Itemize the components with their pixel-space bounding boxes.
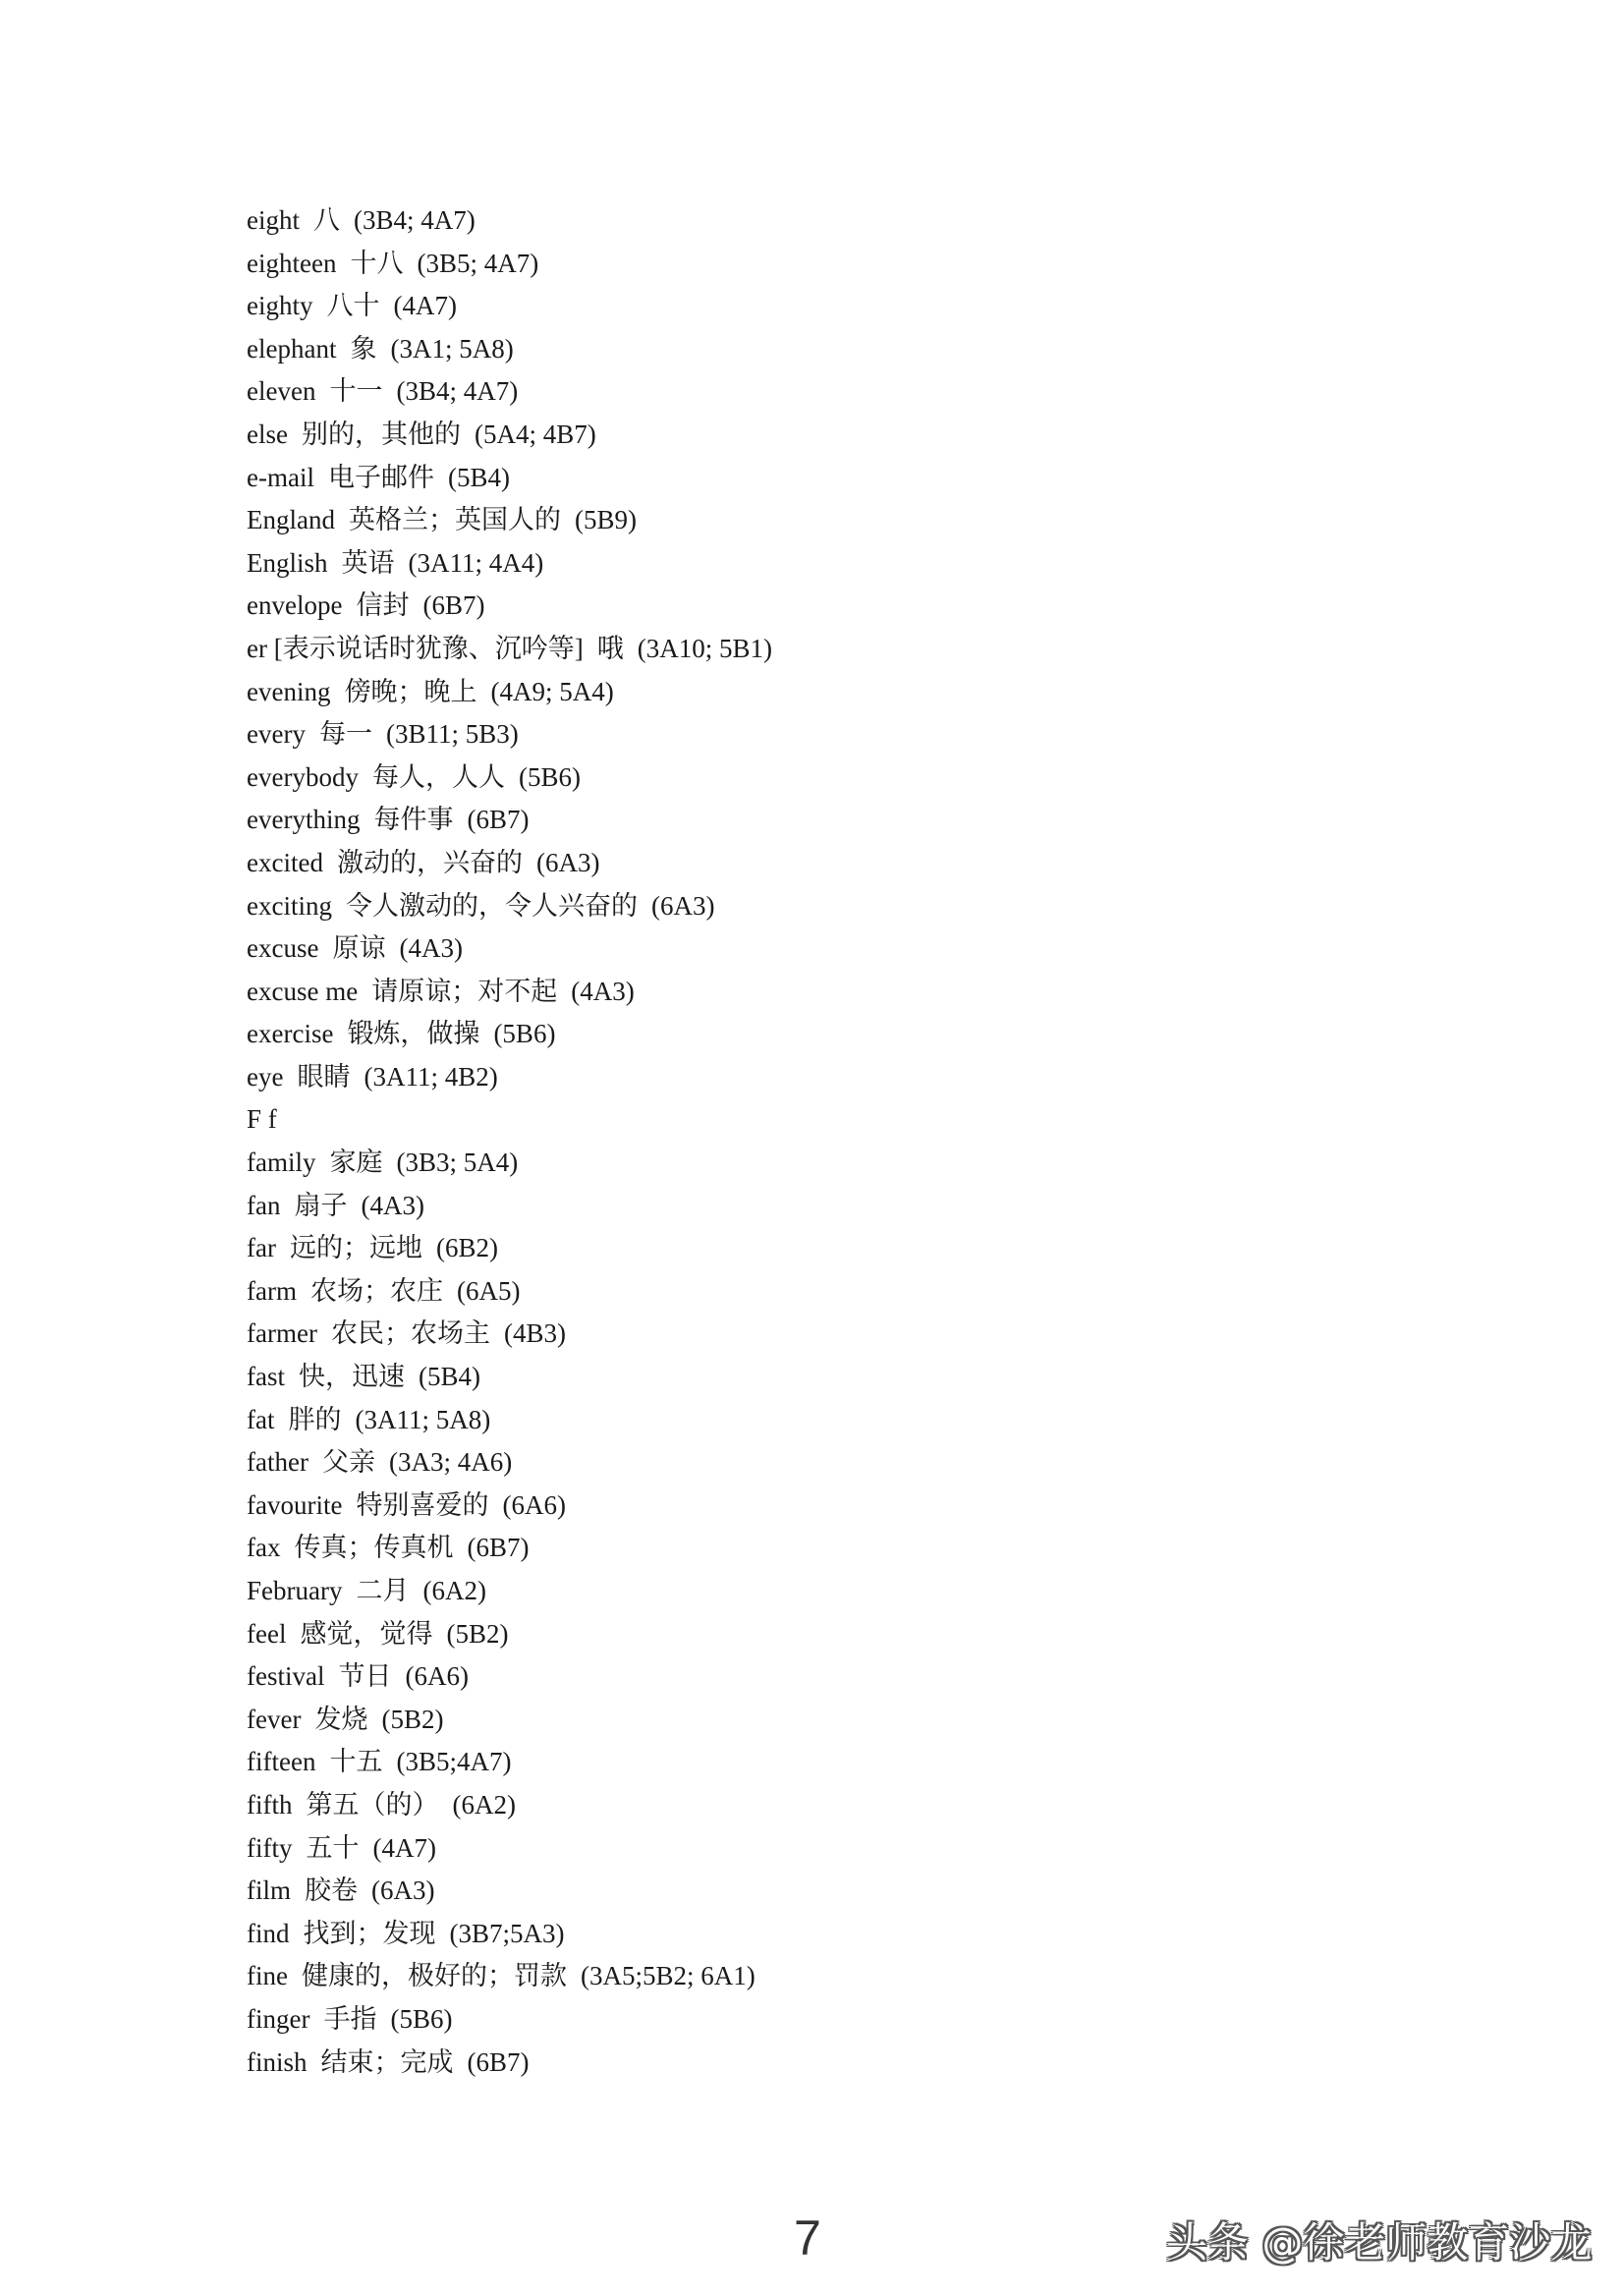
vocab-word: eight [247, 205, 300, 235]
vocab-entry [247, 842, 1475, 885]
vocab-meaning: 每件事 [373, 805, 454, 835]
vocab-meaning: 每一 [318, 719, 372, 750]
vocab-units: (5B2) [446, 1618, 509, 1649]
vocab-word: F f [247, 1104, 277, 1135]
vocab-word: fifty [247, 1832, 293, 1863]
vocab-units: (6B7) [422, 590, 485, 621]
vocab-entry [247, 2042, 1475, 2085]
vocab-word: film [247, 1876, 291, 1906]
vocab-word: evening [247, 676, 331, 706]
vocab-meaning: 眼睛 [297, 1061, 351, 1092]
vocab-word: fever [247, 1704, 302, 1734]
vocab-units: (6B7) [467, 2046, 530, 2077]
vocab-word: festival [247, 1661, 325, 1692]
vocab-units: (3A5;5B2; 6A1) [580, 1961, 756, 1991]
vocab-entry [247, 457, 1475, 500]
vocab-units: (5B4) [418, 1362, 480, 1392]
vocab-meaning: 特别喜爱的 [356, 1489, 489, 1520]
vocab-word: eighteen [247, 248, 337, 278]
vocab-entry [247, 927, 1475, 971]
vocab-entry [247, 671, 1475, 714]
vocab-word: feel [247, 1618, 287, 1649]
vocab-entry [247, 885, 1475, 928]
vocab-units: (3B5; 4A7) [417, 248, 539, 278]
vocab-units: (3B5;4A7) [396, 1747, 512, 1777]
vocab-word: farmer [247, 1318, 317, 1349]
vocab-meaning: 第五（的） [306, 1789, 439, 1820]
vocab-word: fan [247, 1190, 281, 1220]
vocab-units: (4A7) [372, 1832, 436, 1863]
vocab-word: father [247, 1447, 308, 1478]
vocab-units: (3B3; 5A4) [396, 1148, 519, 1178]
vocab-word: family [247, 1148, 316, 1178]
vocab-meaning: 十五 [329, 1747, 383, 1777]
vocab-meaning: 锻炼，做操 [347, 1019, 480, 1049]
vocab-entry [247, 328, 1475, 371]
vocab-word: English [247, 547, 328, 578]
vocab-meaning: 找到；发现 [303, 1918, 436, 1948]
vocab-meaning: 远的；远地 [289, 1233, 422, 1263]
vocab-entry [247, 1313, 1475, 1356]
vocab-units: (3B7;5A3) [449, 1918, 565, 1948]
vocab-meaning: 农民；农场主 [330, 1318, 490, 1349]
vocab-units: (5B2) [381, 1704, 444, 1734]
watermark-text: 头条 @徐老师教育沙龙 [1166, 2218, 1593, 2267]
vocab-units: (4A9; 5A4) [490, 676, 614, 706]
vocab-units: (6A3) [650, 890, 715, 921]
vocab-entry [247, 1356, 1475, 1399]
vocab-units: (6A6) [502, 1489, 566, 1520]
vocab-units: (6A5) [456, 1275, 521, 1306]
vocab-entry [247, 414, 1475, 457]
vocab-word: find [247, 1918, 290, 1948]
vocab-word: every [247, 719, 306, 750]
vocab-entry [247, 1699, 1475, 1742]
vocab-word: farm [247, 1275, 297, 1306]
page-number: 7 [794, 2211, 821, 2266]
vocab-units: (3B11; 5B3) [385, 719, 519, 750]
vocab-meaning: 十八 [350, 248, 404, 278]
vocab-meaning: 英语 [341, 547, 395, 578]
vocab-word: e-mail [247, 462, 314, 492]
vocab-word: far [247, 1233, 276, 1263]
vocab-entry [247, 1827, 1475, 1871]
vocab-units: (3A10; 5B1) [637, 633, 772, 663]
vocab-units: (6B2) [435, 1233, 498, 1263]
vocab-meaning: 原谅 [332, 933, 386, 964]
vocab-entry [247, 199, 1475, 243]
vocab-word: fax [247, 1533, 281, 1563]
vocab-word: excuse me [247, 976, 359, 1006]
vocab-units: (4A7) [393, 291, 457, 321]
vocab-meaning: 傍晚；晚上 [344, 676, 477, 706]
vocab-units: (6B7) [467, 805, 530, 835]
vocab-word: elephant [247, 333, 337, 364]
vocab-word: eighty [247, 291, 313, 321]
vocab-word: England [247, 505, 335, 535]
vocab-word: favourite [247, 1489, 343, 1520]
vocab-entry [247, 585, 1475, 628]
vocab-entry [247, 370, 1475, 414]
vocab-meaning: 结束；完成 [320, 2046, 454, 2077]
vocab-units: (3A11; 4B2) [364, 1061, 498, 1092]
vocab-word: fat [247, 1404, 275, 1434]
vocab-units: (5A4; 4B7) [474, 419, 596, 449]
vocab-meaning: 节日 [338, 1661, 392, 1692]
vocab-entry [247, 285, 1475, 328]
vocab-meaning: 五十 [306, 1832, 360, 1863]
vocab-meaning: 快，迅速 [298, 1362, 405, 1392]
vocab-entry [247, 542, 1475, 586]
vocab-meaning: 十一 [329, 376, 383, 407]
vocab-word: everything [247, 805, 361, 835]
vocab-meaning: 扇子 [294, 1190, 348, 1220]
vocab-units: (5B6) [518, 761, 581, 792]
vocab-meaning: 电子邮件 [327, 462, 434, 492]
vocab-word: exercise [247, 1019, 334, 1049]
vocab-entry [247, 499, 1475, 542]
vocab-units: (4B3) [503, 1318, 566, 1349]
vocab-entry [247, 713, 1475, 756]
vocab-meaning: 二月 [356, 1576, 410, 1605]
vocab-word: fifth [247, 1789, 293, 1820]
vocab-meaning: 家庭 [329, 1148, 383, 1178]
vocab-entry [247, 1913, 1475, 1956]
vocab-meaning: 发烧 [314, 1704, 368, 1734]
vocab-meaning: 哦 [596, 633, 624, 663]
vocab-entry [247, 243, 1475, 286]
vocab-meaning: 父亲 [321, 1447, 375, 1478]
vocab-units: (6A2) [422, 1576, 486, 1605]
vocab-word: eye [247, 1061, 284, 1092]
vocab-entry [247, 1441, 1475, 1484]
vocab-word: fine [247, 1961, 288, 1991]
vocab-word: excited [247, 847, 323, 877]
vocab-word: finger [247, 2003, 310, 2034]
vocab-entry [247, 1741, 1475, 1784]
vocab-meaning: 信封 [356, 590, 410, 621]
vocab-meaning: 胖的 [288, 1404, 342, 1434]
vocab-word: envelope [247, 590, 343, 621]
vocab-units: (5B6) [493, 1019, 556, 1049]
vocab-entry [247, 1570, 1475, 1613]
vocab-meaning: 手指 [323, 2003, 377, 2034]
vocab-entry [247, 1227, 1475, 1270]
vocab-units: (3B4; 4A7) [354, 205, 476, 235]
vocab-meaning: 激动的，兴奋的 [336, 847, 523, 877]
vocab-entry [247, 1613, 1475, 1656]
vocab-entry [247, 1527, 1475, 1570]
vocabulary-list [247, 199, 1475, 2084]
vocab-word: finish [247, 2046, 308, 2077]
vocab-meaning: 象 [350, 333, 377, 364]
vocab-meaning: 感觉，觉得 [300, 1618, 433, 1649]
vocab-units: (6A3) [535, 847, 600, 877]
vocab-units: (4A3) [361, 1190, 424, 1220]
vocab-units: (3A3; 4A6) [388, 1447, 513, 1478]
vocab-word: exciting [247, 890, 332, 921]
vocab-meaning: 每人，人人 [371, 761, 505, 792]
vocab-units: (6A2) [452, 1789, 516, 1820]
vocab-entry [247, 1399, 1475, 1442]
vocab-word: eleven [247, 376, 316, 407]
vocab-entry [247, 1870, 1475, 1913]
vocab-word: else [247, 419, 288, 449]
vocab-meaning: 八 [313, 205, 340, 235]
vocab-word: everybody [247, 761, 359, 792]
vocab-word: er [表示说话时犹豫、沉吟等] [247, 633, 584, 663]
vocab-meaning: 英格兰；英国人的 [348, 505, 561, 535]
vocab-entry [247, 1185, 1475, 1228]
vocab-entry [247, 971, 1475, 1014]
vocab-units: (3A11; 4A4) [408, 547, 544, 578]
vocab-units: (3A11; 5A8) [355, 1404, 491, 1434]
vocab-entry [247, 628, 1475, 671]
vocab-units: (4A3) [399, 933, 463, 964]
vocab-entry [247, 1098, 1475, 1142]
vocab-meaning: 农场；农庄 [309, 1275, 443, 1306]
vocab-meaning: 传真；传真机 [294, 1533, 454, 1563]
vocab-units: (4A3) [571, 976, 635, 1006]
vocab-entry [247, 799, 1475, 842]
vocab-entry [247, 1142, 1475, 1185]
vocab-units: (6A3) [371, 1876, 435, 1906]
vocab-entry [247, 1013, 1475, 1056]
vocab-word: excuse [247, 933, 319, 964]
vocab-entry [247, 1998, 1475, 2042]
vocab-units: (6A6) [405, 1661, 469, 1692]
vocab-word: February [247, 1576, 343, 1605]
vocab-units: (3A1; 5A8) [390, 333, 514, 364]
vocab-meaning: 胶卷 [305, 1876, 358, 1906]
vocab-meaning: 别的，其他的 [301, 419, 461, 449]
vocab-meaning: 八十 [326, 291, 380, 321]
vocab-entry [247, 1484, 1475, 1528]
vocab-units: (5B6) [390, 2003, 453, 2034]
vocab-units: (5B4) [447, 462, 510, 492]
vocab-entry [247, 1955, 1475, 1998]
vocab-word: fast [247, 1362, 285, 1392]
vocab-entry [247, 1784, 1475, 1827]
vocab-units: (5B9) [574, 505, 637, 535]
vocab-entry [247, 1270, 1475, 1314]
vocab-units: (3B4; 4A7) [396, 376, 519, 407]
vocab-meaning: 请原谅；对不起 [371, 976, 558, 1006]
vocab-meaning: 健康的，极好的；罚款 [301, 1961, 567, 1991]
vocab-units: (6B7) [467, 1533, 530, 1563]
vocab-entry [247, 756, 1475, 800]
vocab-entry [247, 1655, 1475, 1699]
vocab-entry [247, 1056, 1475, 1099]
vocab-word: fifteen [247, 1747, 316, 1777]
vocab-meaning: 令人激动的，令人兴奋的 [345, 890, 638, 921]
